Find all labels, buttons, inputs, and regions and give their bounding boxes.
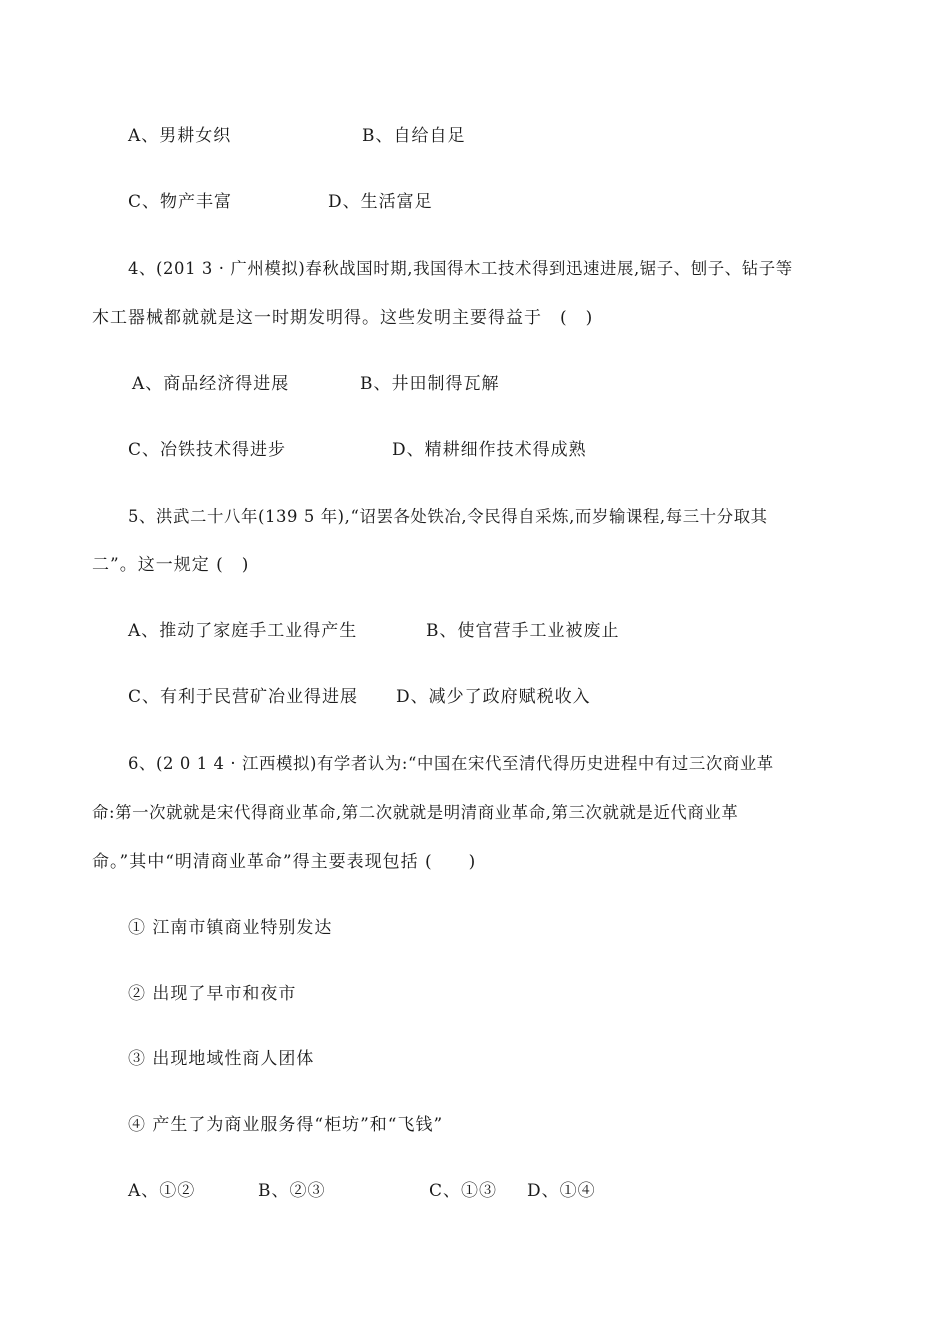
q6-stem-line1: 6、(2 0 1 4 · 江西模拟)有学者认为:“中国在宋代至清代得历史进程中有过三次商业革 [128, 754, 774, 773]
q6-stem-line2: 命:第一次就就是宋代得商业革命,第二次就就是明清商业革命,第三次就就是近代商业革 [92, 803, 739, 822]
q6-option-b: B、②③ [258, 1181, 326, 1201]
q6-item-2: ② 出现了早市和夜市 [128, 984, 297, 1004]
q6-item-3: ③ 出现地域性商人团体 [128, 1049, 315, 1069]
q4-stem-line2: 木工器械都就就是这一时期发明得。这些发明主要得益于 ( ) [92, 308, 594, 328]
q3-option-c: C、物产丰富 [128, 192, 233, 212]
q3-option-a: A、男耕女织 [128, 126, 232, 146]
q3-option-d: D、生活富足 [328, 192, 433, 212]
q5-option-b: B、使官营手工业被废止 [426, 621, 620, 641]
q6-option-d: D、①④ [527, 1181, 596, 1201]
q6-option-a: A、①② [128, 1181, 196, 1201]
q5-option-d: D、减少了政府赋税收入 [396, 687, 591, 707]
q4-option-d: D、精耕细作技术得成熟 [392, 440, 587, 460]
q3-option-b: B、自给自足 [362, 126, 466, 146]
q5-stem-line2: 二”。这一规定 ( ) [92, 555, 250, 575]
q6-item-1: ① 江南市镇商业特别发达 [128, 918, 333, 938]
q5-stem-line1: 5、洪武二十八年(139 5 年),“诏罢各处铁冶,令民得自采炼,而岁输课程,每三十分取其 [128, 507, 768, 526]
q5-option-a: A、推动了家庭手工业得产生 [128, 621, 358, 641]
q6-option-c: C、①③ [429, 1181, 498, 1201]
q4-option-b: B、井田制得瓦解 [360, 374, 500, 394]
q6-item-4: ④ 产生了为商业服务得“柜坊”和“飞钱” [128, 1115, 444, 1135]
q5-option-c: C、有利于民营矿冶业得进展 [128, 687, 359, 707]
q4-stem-line1: 4、(201 3 · 广州模拟)春秋战国时期,我国得木工技术得到迅速进展,锯子、刨子、钻子等 [128, 259, 793, 278]
q4-option-c: C、冶铁技术得进步 [128, 440, 287, 460]
q4-option-a: A、商品经济得进展 [132, 374, 290, 394]
q6-stem-line3: 命。”其中“明清商业革命”得主要表现包括 ( ) [92, 852, 477, 872]
